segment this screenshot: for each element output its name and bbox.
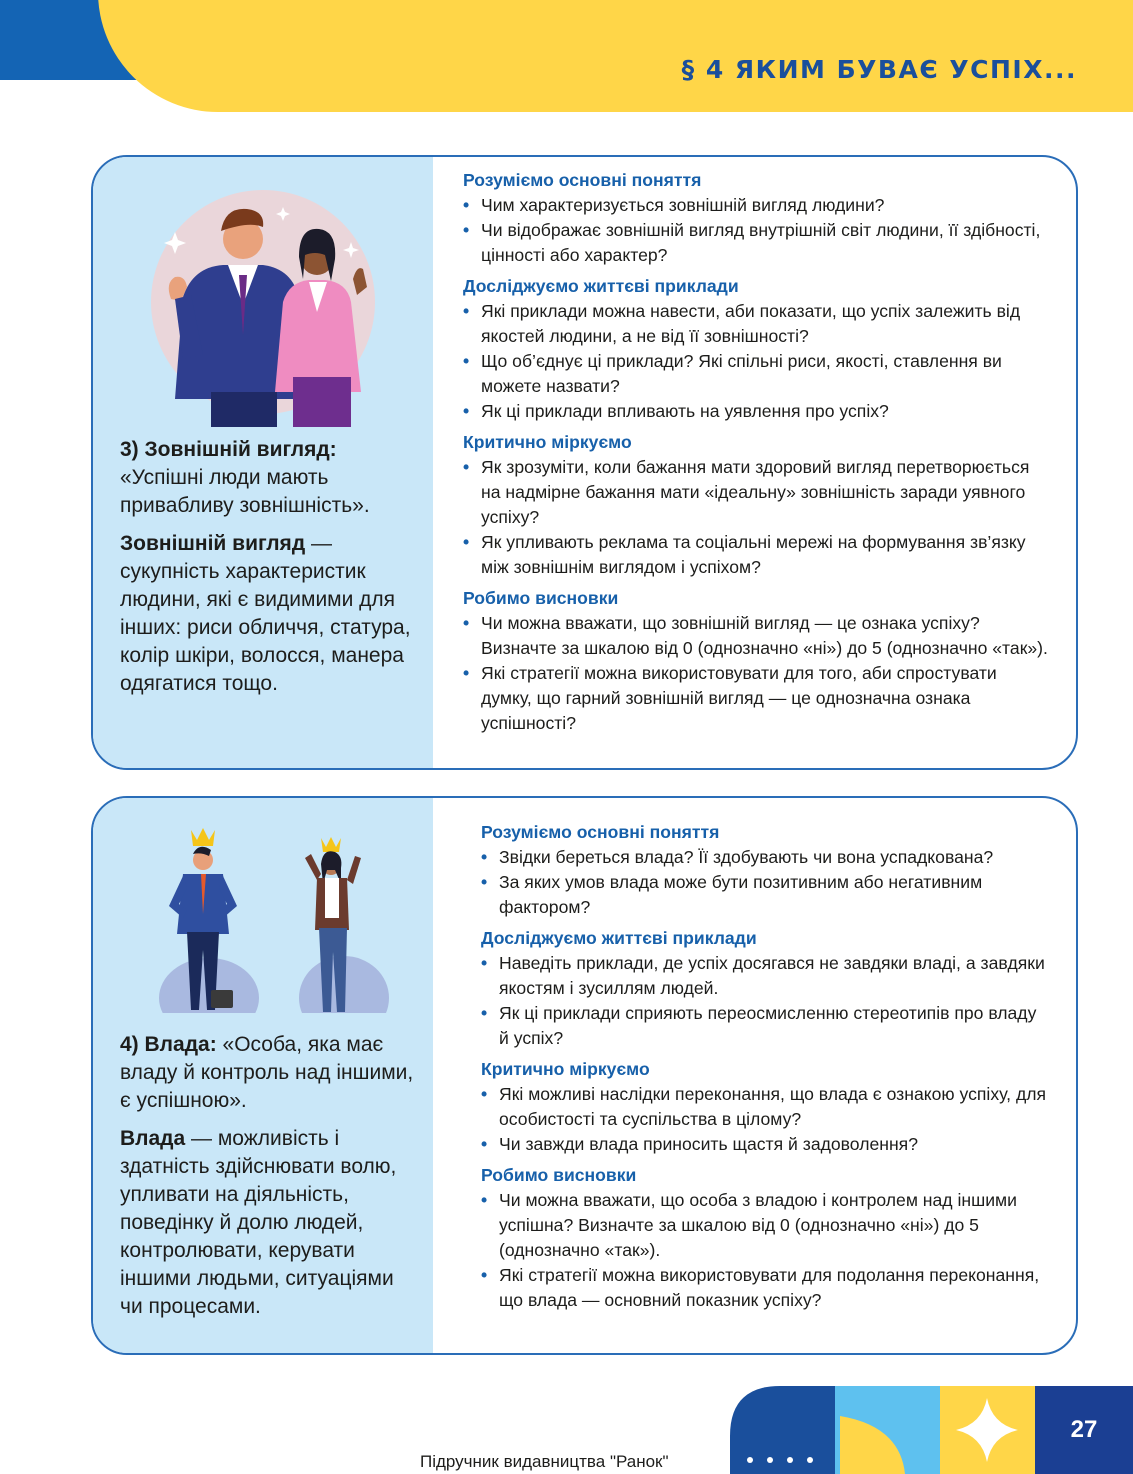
statement <box>120 436 419 520</box>
statement-label: 4) Влада: <box>120 1033 217 1056</box>
topic-card-appearance <box>91 155 1078 770</box>
list-item: • Чи завжди влада приносить щастя й задоволення? <box>481 1132 1050 1157</box>
section-heading: Робимо висновки <box>463 588 619 608</box>
card-left-text <box>120 1031 419 1331</box>
list-item: • Чи можна вважати, що зовнішній вигляд — це ознака успіху? Визначте за шкалою від 0 (однозначно «ні») до 5 (однозначно «так»). <box>463 611 1050 661</box>
section-heading: Критично міркуємо <box>481 1059 650 1079</box>
card-left-text <box>120 436 419 708</box>
statement-text: «Успішні люди мають привабливу зовнішність». <box>120 466 370 517</box>
crowned-people-illustration <box>149 808 389 1023</box>
list-item: • Звідки береться влада? Її здобувають чи вона успадкована? <box>481 845 1050 870</box>
definition-term: Влада <box>120 1127 186 1150</box>
statement <box>120 1031 419 1115</box>
section-critical <box>463 430 1050 580</box>
page-title: § 4 ЯКИМ БУВАЄ УСПІХ... <box>681 55 1077 84</box>
definition-term: Зовнішній вигляд <box>120 532 306 555</box>
list-item: • Які приклади можна навести, аби показати, що успіх залежить від якостей людини, а не від її зовнішності? <box>463 299 1050 349</box>
definition-text: — можливість і здатність здійснювати волю, упливати на діяльність, поведінку й долю людей, контролювати, керувати іншими людьми, ситуаціями чи процесами. <box>120 1127 397 1318</box>
list-item: • Наведіть приклади, де успіх досягався не завдяки владі, а завдяки якостям і зусиллям людей. <box>481 951 1050 1001</box>
list-item: • Чи відображає зовнішній вигляд внутрішній світ людини, її здібності, цінності або характер? <box>463 218 1050 268</box>
section-conclusions <box>481 1163 1050 1313</box>
section-heading: Розуміємо основні поняття <box>481 822 720 842</box>
list-item: • Чи можна вважати, що особа з владою і контролем над іншими успішна? Визначте за шкалою від 0 (однозначно «ні») до 5 (однозначно «так»). <box>481 1188 1050 1263</box>
list-item: • Які стратегії можна використовувати для подолання переконання, що влада — основний показник успіху? <box>481 1263 1050 1313</box>
business-people-illustration <box>133 187 393 427</box>
list-item: • Як зрозуміти, коли бажання мати здоровий вигляд перетворюється на надмірне бажання мати «ідеальну» зовнішність заради уявного успіху? <box>463 455 1050 530</box>
list-item: • Що об’єднує ці приклади? Які спільні риси, якості, ставлення ви можете назвати? <box>463 349 1050 399</box>
section-heading: Робимо висновки <box>481 1165 637 1185</box>
card-right-panel <box>433 157 1076 768</box>
list-item: • Чим характеризується зовнішній вигляд людини? <box>463 193 1050 218</box>
publisher-note: Підручник видавництва "Ранок" <box>420 1452 669 1471</box>
section-critical <box>481 1057 1050 1157</box>
list-item: • За яких умов влада може бути позитивним або негативним фактором? <box>481 870 1050 920</box>
card-left-panel <box>93 157 433 768</box>
list-item: • Як упливають реклама та соціальні мережі на формування зв’язку між зовнішнім виглядом і успіхом? <box>463 530 1050 580</box>
page-number: 27 <box>1035 1386 1133 1474</box>
section-understand <box>463 168 1050 268</box>
list-item: • Які можливі наслідки переконання, що влада є ознакою успіху, для особистості та суспільства в цілому? <box>481 1082 1050 1132</box>
statement-text: «Особа, яка має владу й контроль над іншими, є успішною». <box>120 1033 414 1112</box>
list-item: • Як ці приклади впливають на уявлення про успіх? <box>463 399 1050 424</box>
statement-label: 3) Зовнішній вигляд: <box>120 438 337 461</box>
section-heading: Розуміємо основні поняття <box>463 170 702 190</box>
list-item: • Як ці приклади сприяють переосмисленню стереотипів про владу й успіх? <box>481 1001 1050 1051</box>
card-right-panel <box>433 798 1076 1353</box>
card-left-panel <box>93 798 433 1353</box>
section-explore <box>463 274 1050 424</box>
section-conclusions <box>463 586 1050 736</box>
list-item: • Які стратегії можна використовувати для того, аби спростувати думку, що гарний зовнішній вигляд — це однозначна ознака успішності? <box>463 661 1050 736</box>
definition <box>120 1125 419 1321</box>
section-heading: Досліджуємо життєві приклади <box>481 928 757 948</box>
definition <box>120 530 419 698</box>
section-heading: Критично міркуємо <box>463 432 632 452</box>
definition-text: — сукупність характеристик людини, які є видимими для інших: риси обличчя, статура, колір шкіри, волосся, манера одягатися тощо. <box>120 532 411 695</box>
section-understand <box>481 820 1050 920</box>
topic-card-power <box>91 796 1078 1355</box>
section-explore <box>481 926 1050 1051</box>
section-heading: Досліджуємо життєві приклади <box>463 276 739 296</box>
